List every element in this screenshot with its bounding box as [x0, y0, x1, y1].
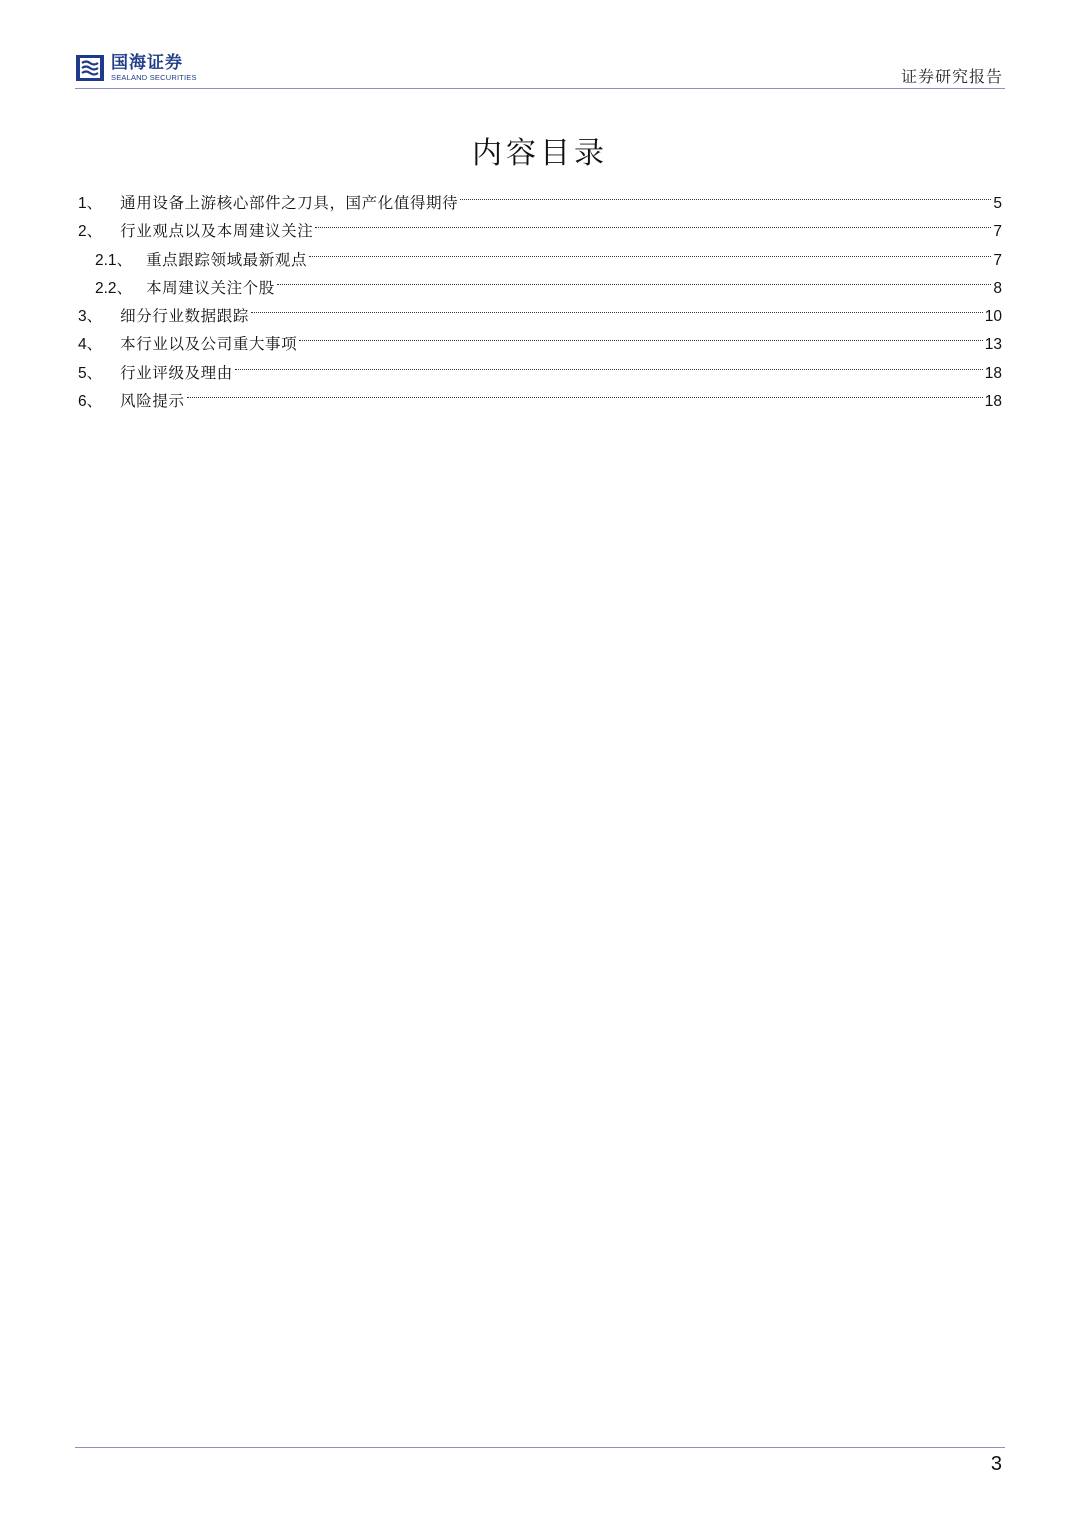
toc-entry-number: 4	[78, 336, 87, 354]
toc-entry-number: 3	[78, 308, 87, 326]
toc-dot-leader	[315, 208, 991, 236]
toc-entry-label[interactable]: 行业评级及理由	[120, 363, 233, 382]
toc-entry-label[interactable]: 通用设备上游核心部件之刀具，国产化值得期待	[120, 194, 459, 212]
toc-entry-separator: 、	[86, 392, 103, 411]
page-number: 3	[990, 1453, 1002, 1475]
toc-entry-number: 5	[78, 364, 87, 382]
logo-english-name: SEALAND SECURITIES	[111, 72, 197, 82]
toc-entry-label[interactable]: 重点跟踪领域最新观点	[146, 250, 308, 269]
toc-entry-label[interactable]: 风险提示	[120, 392, 185, 411]
toc-entry[interactable]	[78, 180, 1002, 212]
toc-entry-label[interactable]: 细分行业数据跟踪	[120, 307, 249, 326]
toc-entry-number: 1	[78, 195, 87, 212]
toc-entry-page: 8	[993, 279, 1002, 297]
toc-entry-number: 6	[78, 393, 87, 411]
toc-entry-separator: 、	[116, 278, 133, 297]
company-logo	[75, 50, 197, 86]
toc-entry-separator: 、	[116, 250, 133, 269]
toc-entry-separator: 、	[86, 194, 103, 212]
toc-entry-page: 10	[984, 308, 1002, 326]
toc-entry-label[interactable]: 本行业以及公司重大事项	[120, 335, 298, 354]
document-type: 证券研究报告	[900, 67, 1003, 86]
toc-entry-number: 2	[78, 223, 87, 241]
toc-dot-leader	[235, 350, 983, 378]
toc-entry-page: 18	[984, 393, 1002, 411]
toc-entry-label[interactable]: 行业观点以及本周建议关注	[120, 222, 314, 241]
toc-entry-page: 7	[993, 251, 1002, 269]
toc-entry[interactable]	[78, 378, 1002, 411]
toc-entry-page: 18	[984, 364, 1002, 382]
sealand-logo-icon	[75, 53, 105, 83]
toc-title: 内容目录	[472, 136, 608, 171]
toc-entry-separator: 、	[86, 307, 103, 326]
toc-entry-page: 7	[993, 223, 1002, 241]
toc-dot-leader	[277, 265, 991, 293]
toc-entry-separator: 、	[86, 335, 103, 354]
toc-dot-leader	[187, 378, 983, 406]
toc-entry-page: 5	[993, 195, 1002, 212]
toc-dot-leader	[299, 321, 983, 349]
table-of-contents	[78, 180, 1002, 411]
toc-dot-leader	[251, 293, 983, 321]
toc-entry-label[interactable]: 本周建议关注个股	[146, 278, 275, 297]
toc-entry-number: 2.2	[95, 279, 117, 297]
page-header	[75, 50, 1005, 88]
toc-entry-page: 13	[984, 336, 1002, 354]
toc-entry-number: 2.1	[95, 251, 117, 269]
logo-chinese-name: 国海证券	[111, 52, 183, 73]
footer-divider	[75, 1447, 1005, 1448]
header-divider	[75, 88, 1005, 89]
toc-dot-leader	[460, 180, 991, 208]
toc-dot-leader	[309, 237, 991, 265]
toc-entry-separator: 、	[86, 222, 103, 241]
toc-entry-separator: 、	[86, 363, 103, 382]
